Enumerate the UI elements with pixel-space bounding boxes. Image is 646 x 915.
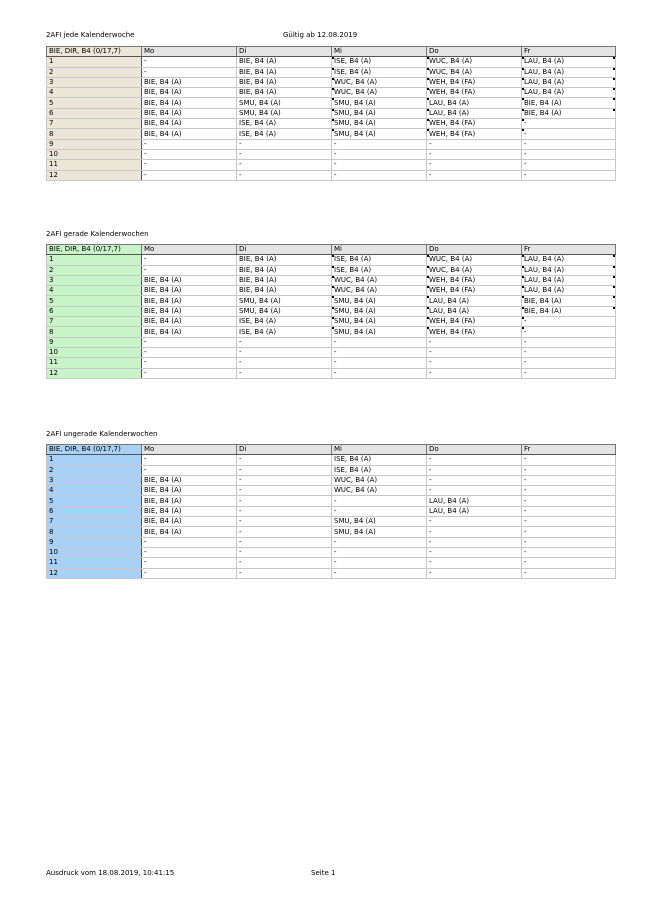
- day-header-di: Di: [237, 245, 332, 255]
- table-row: [47, 358, 616, 368]
- lesson-cell[interactable]: -: [237, 475, 332, 485]
- class-header: BIE, DIR, B4 (0/17,7): [47, 47, 142, 57]
- table-row: [47, 296, 616, 306]
- lesson-cell[interactable]: LAU, B4 (A): [427, 108, 522, 118]
- lesson-cell[interactable]: -: [332, 558, 427, 568]
- lesson-cell[interactable]: LAU, B4 (A): [427, 296, 522, 306]
- lesson-cell[interactable]: -: [237, 337, 332, 347]
- period-number: 12: [47, 568, 142, 578]
- table-row: [47, 327, 616, 337]
- lesson-cell[interactable]: WEH, B4 (FA): [427, 286, 522, 296]
- lesson-cell[interactable]: LAU, B4 (A): [522, 67, 616, 77]
- lesson-cell[interactable]: WEH, B4 (FA): [427, 327, 522, 337]
- lesson-cell[interactable]: WUC, B4 (A): [427, 255, 522, 265]
- period-number: 2: [47, 465, 142, 475]
- lesson-cell[interactable]: -: [427, 568, 522, 578]
- lesson-cell[interactable]: BIE, B4 (A): [142, 527, 237, 537]
- lesson-cell[interactable]: -: [427, 347, 522, 357]
- period-number: 5: [47, 496, 142, 506]
- lesson-cell[interactable]: LAU, B4 (A): [522, 265, 616, 275]
- lesson-cell[interactable]: SMU, B4 (A): [332, 327, 427, 337]
- period-number: 10: [47, 149, 142, 159]
- lesson-cell[interactable]: -: [427, 527, 522, 537]
- lesson-cell[interactable]: -: [332, 358, 427, 368]
- lesson-cell[interactable]: ISE, B4 (A): [332, 265, 427, 275]
- lesson-cell[interactable]: ISE, B4 (A): [237, 327, 332, 337]
- lesson-cell[interactable]: -: [142, 255, 237, 265]
- lesson-cell[interactable]: -: [237, 139, 332, 149]
- valid-from-label: Gültig ab 12.08.2019: [283, 31, 358, 39]
- day-header-do: Do: [427, 245, 522, 255]
- lesson-cell[interactable]: BIE, B4 (A): [142, 296, 237, 306]
- lesson-cell[interactable]: LAU, B4 (A): [522, 255, 616, 265]
- lesson-cell[interactable]: BIE, B4 (A): [142, 275, 237, 285]
- lesson-cell[interactable]: SMU, B4 (A): [332, 317, 427, 327]
- lesson-cell[interactable]: WUC, B4 (A): [332, 286, 427, 296]
- lesson-cell[interactable]: SMU, B4 (A): [237, 98, 332, 108]
- table-row: [47, 255, 616, 265]
- period-number: 4: [47, 88, 142, 98]
- lesson-cell[interactable]: -: [237, 160, 332, 170]
- table-row: [47, 170, 616, 180]
- lesson-cell[interactable]: SMU, B4 (A): [332, 98, 427, 108]
- lesson-cell[interactable]: -: [522, 347, 616, 357]
- lesson-cell[interactable]: -: [142, 568, 237, 578]
- table-row: [47, 547, 616, 557]
- lesson-cell[interactable]: WUC, B4 (A): [427, 67, 522, 77]
- day-header-mo: Mo: [142, 245, 237, 255]
- lesson-cell[interactable]: BIE, B4 (A): [237, 67, 332, 77]
- lesson-cell[interactable]: -: [522, 506, 616, 516]
- lesson-cell[interactable]: SMU, B4 (A): [332, 108, 427, 118]
- lesson-cell[interactable]: -: [427, 537, 522, 547]
- lesson-cell[interactable]: -: [142, 537, 237, 547]
- header-row: [47, 445, 616, 455]
- lesson-cell[interactable]: ISE, B4 (A): [332, 465, 427, 475]
- lesson-cell[interactable]: BIE, B4 (A): [142, 486, 237, 496]
- lesson-cell[interactable]: -: [237, 486, 332, 496]
- period-number: 11: [47, 558, 142, 568]
- lesson-cell[interactable]: -: [522, 149, 616, 159]
- lesson-cell[interactable]: -: [427, 547, 522, 557]
- period-number: 7: [47, 317, 142, 327]
- lesson-cell[interactable]: WUC, B4 (A): [332, 486, 427, 496]
- table-row: [47, 265, 616, 275]
- lesson-cell[interactable]: -: [427, 149, 522, 159]
- lesson-cell[interactable]: -: [332, 537, 427, 547]
- lesson-cell[interactable]: -: [427, 368, 522, 378]
- period-number: 9: [47, 139, 142, 149]
- period-number: 2: [47, 265, 142, 275]
- lesson-cell[interactable]: -: [142, 57, 237, 67]
- lesson-cell[interactable]: -: [237, 170, 332, 180]
- lesson-cell[interactable]: -: [522, 455, 616, 465]
- lesson-cell[interactable]: BIE, B4 (A): [142, 327, 237, 337]
- timetable-every-week: [46, 46, 616, 181]
- lesson-cell[interactable]: -: [522, 517, 616, 527]
- lesson-cell[interactable]: SMU, B4 (A): [237, 108, 332, 118]
- lesson-cell[interactable]: -: [142, 337, 237, 347]
- lesson-cell[interactable]: -: [427, 465, 522, 475]
- lesson-cell[interactable]: -: [522, 129, 616, 139]
- lesson-cell[interactable]: -: [237, 506, 332, 516]
- lesson-cell[interactable]: -: [237, 149, 332, 159]
- lesson-cell[interactable]: -: [332, 149, 427, 159]
- lesson-cell[interactable]: -: [332, 547, 427, 557]
- lesson-cell[interactable]: -: [332, 568, 427, 578]
- lesson-cell[interactable]: -: [237, 347, 332, 357]
- lesson-cell[interactable]: -: [522, 568, 616, 578]
- lesson-cell[interactable]: -: [427, 486, 522, 496]
- lesson-cell[interactable]: LAU, B4 (A): [522, 57, 616, 67]
- table-row: [47, 149, 616, 159]
- lesson-cell[interactable]: BIE, B4 (A): [142, 506, 237, 516]
- table-row: [47, 517, 616, 527]
- print-timestamp: Ausdruck vom 18.08.2019, 10:41:15: [46, 869, 175, 877]
- period-number: 1: [47, 455, 142, 465]
- lesson-cell[interactable]: -: [142, 347, 237, 357]
- lesson-cell[interactable]: -: [427, 170, 522, 180]
- table-row: [47, 139, 616, 149]
- table-row: [47, 537, 616, 547]
- lesson-cell[interactable]: -: [522, 547, 616, 557]
- period-number: 1: [47, 255, 142, 265]
- table-row: [47, 558, 616, 568]
- lesson-cell[interactable]: BIE, B4 (A): [142, 119, 237, 129]
- period-number: 7: [47, 517, 142, 527]
- lesson-cell[interactable]: SMU, B4 (A): [332, 306, 427, 316]
- lesson-cell[interactable]: -: [237, 547, 332, 557]
- lesson-cell[interactable]: BIE, B4 (A): [237, 77, 332, 87]
- day-header-mi: Mi: [332, 47, 427, 57]
- lesson-cell[interactable]: -: [427, 337, 522, 347]
- class-header: BIE, DIR, B4 (0/17,7): [47, 445, 142, 455]
- table-row: [47, 337, 616, 347]
- lesson-cell[interactable]: -: [142, 265, 237, 275]
- lesson-cell[interactable]: -: [142, 455, 237, 465]
- lesson-cell[interactable]: WEH, B4 (FA): [427, 88, 522, 98]
- lesson-cell[interactable]: -: [332, 170, 427, 180]
- lesson-cell[interactable]: -: [237, 496, 332, 506]
- day-header-di: Di: [237, 47, 332, 57]
- lesson-cell[interactable]: BIE, B4 (A): [237, 57, 332, 67]
- lesson-cell[interactable]: -: [427, 160, 522, 170]
- lesson-cell[interactable]: WEH, B4 (FA): [427, 119, 522, 129]
- lesson-cell[interactable]: -: [142, 358, 237, 368]
- lesson-cell[interactable]: BIE, B4 (A): [237, 286, 332, 296]
- lesson-cell[interactable]: -: [522, 160, 616, 170]
- lesson-cell[interactable]: -: [522, 465, 616, 475]
- lesson-cell[interactable]: -: [332, 160, 427, 170]
- table-row: [47, 67, 616, 77]
- lesson-cell[interactable]: WUC, B4 (A): [332, 88, 427, 98]
- lesson-cell[interactable]: BIE, B4 (A): [142, 98, 237, 108]
- lesson-cell[interactable]: SMU, B4 (A): [332, 527, 427, 537]
- lesson-cell[interactable]: -: [427, 455, 522, 465]
- lesson-cell[interactable]: -: [522, 337, 616, 347]
- lesson-cell[interactable]: -: [142, 160, 237, 170]
- table-row: [47, 275, 616, 285]
- lesson-cell[interactable]: BIE, B4 (A): [142, 475, 237, 485]
- lesson-cell[interactable]: -: [427, 139, 522, 149]
- lesson-cell[interactable]: BIE, B4 (A): [522, 306, 616, 316]
- lesson-cell[interactable]: BIE, B4 (A): [142, 496, 237, 506]
- lesson-cell[interactable]: WEH, B4 (FA): [427, 129, 522, 139]
- lesson-cell[interactable]: -: [522, 368, 616, 378]
- table-row: [47, 286, 616, 296]
- table-row: [47, 465, 616, 475]
- period-number: 8: [47, 527, 142, 537]
- lesson-cell[interactable]: BIE, B4 (A): [142, 77, 237, 87]
- table-row: [47, 368, 616, 378]
- lesson-cell[interactable]: -: [237, 568, 332, 578]
- table-row: [47, 108, 616, 118]
- table-row: [47, 455, 616, 465]
- page-number: Seite 1: [311, 869, 336, 877]
- lesson-cell[interactable]: -: [522, 537, 616, 547]
- lesson-cell[interactable]: BIE, B4 (A): [237, 88, 332, 98]
- lesson-cell[interactable]: BIE, B4 (A): [522, 108, 616, 118]
- day-header-do: Do: [427, 445, 522, 455]
- lesson-cell[interactable]: -: [142, 368, 237, 378]
- table-row: [47, 98, 616, 108]
- period-number: 7: [47, 119, 142, 129]
- lesson-cell[interactable]: -: [522, 327, 616, 337]
- lesson-cell[interactable]: BIE, B4 (A): [237, 255, 332, 265]
- lesson-cell[interactable]: LAU, B4 (A): [427, 98, 522, 108]
- period-number: 10: [47, 547, 142, 557]
- period-number: 4: [47, 486, 142, 496]
- day-header-fr: Fr: [522, 47, 616, 57]
- period-number: 3: [47, 475, 142, 485]
- table-row: [47, 129, 616, 139]
- lesson-cell[interactable]: ISE, B4 (A): [332, 67, 427, 77]
- table-row: [47, 88, 616, 98]
- lesson-cell[interactable]: SMU, B4 (A): [237, 306, 332, 316]
- period-number: 12: [47, 368, 142, 378]
- lesson-cell[interactable]: -: [522, 358, 616, 368]
- lesson-cell[interactable]: LAU, B4 (A): [522, 286, 616, 296]
- period-number: 9: [47, 337, 142, 347]
- lesson-cell[interactable]: -: [522, 486, 616, 496]
- lesson-cell[interactable]: -: [237, 358, 332, 368]
- lesson-cell[interactable]: -: [427, 517, 522, 527]
- day-header-mo: Mo: [142, 445, 237, 455]
- day-header-fr: Fr: [522, 245, 616, 255]
- lesson-cell[interactable]: -: [332, 496, 427, 506]
- timetable-even-weeks: [46, 244, 616, 379]
- period-number: 9: [47, 537, 142, 547]
- day-header-fr: Fr: [522, 445, 616, 455]
- period-number: 6: [47, 108, 142, 118]
- lesson-cell[interactable]: WEH, B4 (FA): [427, 317, 522, 327]
- lesson-cell[interactable]: LAU, B4 (A): [522, 77, 616, 87]
- lesson-cell[interactable]: -: [427, 358, 522, 368]
- lesson-cell[interactable]: BIE, B4 (A): [142, 108, 237, 118]
- lesson-cell[interactable]: SMU, B4 (A): [237, 296, 332, 306]
- table-row: [47, 475, 616, 485]
- lesson-cell[interactable]: ISE, B4 (A): [237, 129, 332, 139]
- lesson-cell[interactable]: -: [332, 139, 427, 149]
- period-number: 11: [47, 358, 142, 368]
- lesson-cell[interactable]: SMU, B4 (A): [332, 296, 427, 306]
- table-row: [47, 57, 616, 67]
- lesson-cell[interactable]: WUC, B4 (A): [332, 275, 427, 285]
- lesson-cell[interactable]: -: [522, 139, 616, 149]
- lesson-cell[interactable]: -: [237, 537, 332, 547]
- table-row: [47, 160, 616, 170]
- lesson-cell[interactable]: WUC, B4 (A): [332, 475, 427, 485]
- lesson-cell[interactable]: BIE, B4 (A): [142, 517, 237, 527]
- lesson-cell[interactable]: -: [332, 337, 427, 347]
- lesson-cell[interactable]: SMU, B4 (A): [332, 517, 427, 527]
- table-row: [47, 119, 616, 129]
- lesson-cell[interactable]: BIE, B4 (A): [522, 98, 616, 108]
- day-header-mi: Mi: [332, 445, 427, 455]
- period-number: 11: [47, 160, 142, 170]
- lesson-cell[interactable]: -: [522, 558, 616, 568]
- lesson-cell[interactable]: -: [237, 455, 332, 465]
- lesson-cell[interactable]: ISE, B4 (A): [332, 57, 427, 67]
- lesson-cell[interactable]: -: [142, 558, 237, 568]
- lesson-cell[interactable]: SMU, B4 (A): [332, 119, 427, 129]
- lesson-cell[interactable]: ISE, B4 (A): [237, 317, 332, 327]
- lesson-cell[interactable]: WEH, B4 (FA): [427, 275, 522, 285]
- lesson-cell[interactable]: -: [522, 475, 616, 485]
- lesson-cell[interactable]: LAU, B4 (A): [427, 496, 522, 506]
- lesson-cell[interactable]: WEH, B4 (FA): [427, 77, 522, 87]
- lesson-cell[interactable]: ISE, B4 (A): [332, 455, 427, 465]
- table-row: [47, 77, 616, 87]
- day-header-mi: Mi: [332, 245, 427, 255]
- lesson-cell[interactable]: BIE, B4 (A): [142, 306, 237, 316]
- lesson-cell[interactable]: WUC, B4 (A): [427, 265, 522, 275]
- lesson-cell[interactable]: -: [237, 517, 332, 527]
- lesson-cell[interactable]: -: [237, 465, 332, 475]
- period-number: 10: [47, 347, 142, 357]
- day-header-mo: Mo: [142, 47, 237, 57]
- header-row: [47, 245, 616, 255]
- lesson-cell[interactable]: -: [237, 368, 332, 378]
- table-row: [47, 347, 616, 357]
- lesson-cell[interactable]: WUC, B4 (A): [332, 77, 427, 87]
- table-row: [47, 306, 616, 316]
- lesson-cell[interactable]: -: [142, 67, 237, 77]
- lesson-cell[interactable]: -: [142, 547, 237, 557]
- lesson-cell[interactable]: -: [332, 347, 427, 357]
- lesson-cell[interactable]: BIE, B4 (A): [237, 265, 332, 275]
- day-header-di: Di: [237, 445, 332, 455]
- period-number: 5: [47, 98, 142, 108]
- period-number: 5: [47, 296, 142, 306]
- period-number: 8: [47, 327, 142, 337]
- section-title-every-week: 2AFI jede Kalenderwoche: [46, 31, 135, 39]
- period-number: 12: [47, 170, 142, 180]
- table-row: [47, 506, 616, 516]
- header-row: [47, 47, 616, 57]
- lesson-cell[interactable]: ISE, B4 (A): [332, 255, 427, 265]
- lesson-cell[interactable]: LAU, B4 (A): [427, 506, 522, 516]
- lesson-cell[interactable]: -: [237, 527, 332, 537]
- period-number: 1: [47, 57, 142, 67]
- table-row: [47, 317, 616, 327]
- lesson-cell[interactable]: SMU, B4 (A): [332, 129, 427, 139]
- period-number: 4: [47, 286, 142, 296]
- section-title-odd-weeks: 2AFI ungerade Kalenderwochen: [46, 430, 158, 438]
- lesson-cell[interactable]: -: [522, 317, 616, 327]
- table-row: [47, 527, 616, 537]
- lesson-cell[interactable]: -: [522, 170, 616, 180]
- lesson-cell[interactable]: BIE, B4 (A): [142, 88, 237, 98]
- lesson-cell[interactable]: -: [427, 475, 522, 485]
- timetable-odd-weeks: [46, 444, 616, 579]
- lesson-cell[interactable]: -: [522, 527, 616, 537]
- lesson-cell[interactable]: -: [332, 506, 427, 516]
- lesson-cell[interactable]: BIE, B4 (A): [142, 317, 237, 327]
- lesson-cell[interactable]: BIE, B4 (A): [142, 129, 237, 139]
- lesson-cell[interactable]: -: [237, 558, 332, 568]
- lesson-cell[interactable]: LAU, B4 (A): [522, 275, 616, 285]
- table-row: [47, 568, 616, 578]
- period-number: 6: [47, 306, 142, 316]
- period-number: 3: [47, 275, 142, 285]
- lesson-cell[interactable]: ISE, B4 (A): [237, 119, 332, 129]
- lesson-cell[interactable]: LAU, B4 (A): [427, 306, 522, 316]
- table-row: [47, 496, 616, 506]
- lesson-cell[interactable]: BIE, B4 (A): [237, 275, 332, 285]
- lesson-cell[interactable]: -: [427, 558, 522, 568]
- lesson-cell[interactable]: -: [522, 119, 616, 129]
- lesson-cell[interactable]: -: [522, 496, 616, 506]
- table-row: [47, 486, 616, 496]
- lesson-cell[interactable]: BIE, B4 (A): [522, 296, 616, 306]
- lesson-cell[interactable]: BIE, B4 (A): [142, 286, 237, 296]
- lesson-cell[interactable]: -: [142, 170, 237, 180]
- lesson-cell[interactable]: -: [332, 368, 427, 378]
- day-header-do: Do: [427, 47, 522, 57]
- period-number: 3: [47, 77, 142, 87]
- lesson-cell[interactable]: -: [142, 149, 237, 159]
- period-number: 6: [47, 506, 142, 516]
- period-number: 2: [47, 67, 142, 77]
- lesson-cell[interactable]: LAU, B4 (A): [522, 88, 616, 98]
- period-number: 8: [47, 129, 142, 139]
- lesson-cell[interactable]: -: [142, 465, 237, 475]
- lesson-cell[interactable]: WUC, B4 (A): [427, 57, 522, 67]
- section-title-even-weeks: 2AFI gerade Kalenderwochen: [46, 230, 149, 238]
- lesson-cell[interactable]: -: [142, 139, 237, 149]
- class-header: BIE, DIR, B4 (0/17,7): [47, 245, 142, 255]
